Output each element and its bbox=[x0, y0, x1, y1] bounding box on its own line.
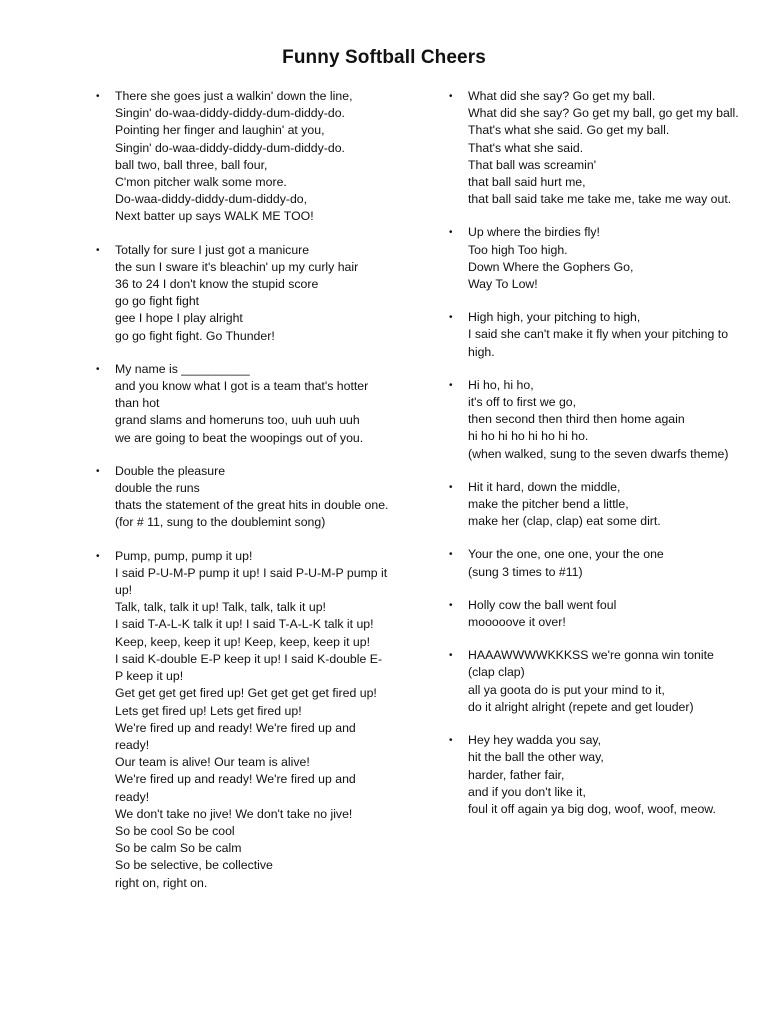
cheer-line: Pump, pump, pump it up! bbox=[115, 548, 253, 563]
cheer-line: My name is __________ bbox=[115, 361, 250, 376]
cheer-line: 36 to 24 I don't know the stupid score bbox=[115, 277, 319, 292]
cheer-line: (for # 11, sung to the doublemint song) bbox=[115, 515, 326, 530]
cheer-line: I said P-U-M-P pump it up! I said P-U-M-P pump it up! bbox=[115, 565, 391, 598]
cheer-line: Holly cow the ball went foul bbox=[468, 597, 617, 612]
cheer-line: Lets get fired up! Lets get fired up! bbox=[115, 703, 302, 718]
cheer-item bbox=[449, 546, 743, 580]
cheer-line: and if you don't like it, bbox=[468, 784, 586, 799]
cheer-line: Down Where the Gophers Go, bbox=[468, 259, 634, 274]
cheer-line: So be calm So be calm bbox=[115, 841, 242, 856]
bullet-icon: • bbox=[449, 599, 453, 611]
cheer-line: C'mon pitcher walk some more. bbox=[115, 175, 287, 190]
cheer-line: grand slams and homeruns too, uuh uuh uuh bbox=[115, 413, 360, 428]
cheer-line: What did she say? Go get my ball. bbox=[468, 89, 656, 103]
cheer-line: gee I hope I play alright bbox=[115, 311, 243, 326]
cheer-line: go go fight fight bbox=[115, 294, 200, 309]
bullet-icon: • bbox=[96, 244, 100, 256]
cheer-line: foul it off again ya big dog, woof, woof, meow. bbox=[468, 801, 716, 816]
cheer-line: We're fired up and ready! We're fired up and ready! bbox=[115, 720, 360, 752]
cheer-line: Pointing her finger and laughin' at you, bbox=[115, 123, 325, 138]
cheer-line: Totally for sure I just got a manicure bbox=[115, 242, 310, 257]
cheer-line: That ball was screamin' bbox=[468, 157, 597, 172]
cheer-line: Hi ho, hi ho, bbox=[468, 377, 534, 392]
cheer-item bbox=[96, 463, 390, 532]
cheer-line: then second then third then home again bbox=[468, 412, 685, 427]
cheer-line: Our team is alive! Our team is alive! bbox=[115, 755, 310, 770]
cheer-line: that ball said take me take me, take me way out. bbox=[468, 192, 732, 207]
cheer-line: thats the statement of the great hits in double one. bbox=[115, 498, 389, 513]
cheer-line: That's what she said. Go get my ball. bbox=[468, 123, 670, 138]
cheer-item bbox=[449, 479, 743, 531]
cheer-line: HAAAWWWWKKKSS we're gonna win tonite (clap clap) bbox=[468, 648, 718, 680]
cheer-line: So be cool So be cool bbox=[115, 823, 235, 838]
right-cheer-column bbox=[449, 88, 743, 834]
cheer-line: do it alright alright (repete and get louder) bbox=[468, 699, 694, 714]
left-cheer-column bbox=[96, 88, 391, 908]
cheer-line: go go fight fight. Go Thunder! bbox=[115, 328, 275, 343]
cheer-line: make her (clap, clap) eat some dirt. bbox=[468, 514, 661, 529]
cheer-line: that ball said hurt me, bbox=[468, 175, 586, 190]
cheer-line: mooooove it over! bbox=[468, 615, 566, 630]
bullet-icon: • bbox=[96, 363, 100, 375]
cheer-line: ball two, ball three, ball four, bbox=[115, 157, 268, 172]
cheer-item bbox=[449, 377, 743, 463]
bullet-icon: • bbox=[449, 91, 453, 102]
cheer-line: Up where the birdies fly! bbox=[468, 225, 600, 240]
cheer-line: Hey hey wadda you say, bbox=[468, 733, 602, 748]
cheer-line: Too high Too high. bbox=[468, 242, 568, 257]
bullet-icon: • bbox=[449, 481, 453, 493]
cheer-line: and you know what I got is a team that's hotter than hot bbox=[115, 379, 372, 411]
cheer-line: hi ho hi ho hi ho hi ho. bbox=[468, 429, 589, 444]
cheer-line: (when walked, sung to the seven dwarfs theme) bbox=[468, 446, 729, 461]
cheer-line: Singin' do-waa-diddy-diddy-dum-diddy-do. bbox=[115, 140, 345, 155]
cheer-item bbox=[96, 88, 390, 226]
cheer-item bbox=[96, 242, 390, 345]
cheer-item bbox=[449, 309, 743, 361]
cheer-line: Hit it hard, down the middle, bbox=[468, 479, 621, 494]
cheer-line: Talk, talk, talk it up! Talk, talk, talk it up! bbox=[115, 600, 326, 615]
bullet-icon: • bbox=[96, 465, 100, 477]
bullet-icon: • bbox=[96, 91, 100, 102]
cheer-line: That's what she said. bbox=[468, 140, 584, 155]
bullet-icon: • bbox=[449, 735, 453, 747]
cheer-line: (sung 3 times to #11) bbox=[468, 564, 583, 579]
cheer-line: Next batter up says WALK ME TOO! bbox=[115, 209, 314, 224]
bullet-icon: • bbox=[449, 650, 453, 662]
bullet-icon: • bbox=[449, 227, 453, 239]
cheer-line: the sun I sware it's bleachin' up my curly hair bbox=[115, 259, 359, 274]
cheer-line: I said K-double E-P keep it up! I said K-double E-P keep it up! bbox=[115, 651, 383, 684]
cheer-item bbox=[449, 647, 743, 716]
cheer-line: make the pitcher bend a little, bbox=[468, 497, 629, 512]
cheer-line: Way To Low! bbox=[468, 277, 538, 292]
cheer-line: Do-waa-diddy-diddy-dum-diddy-do, bbox=[115, 192, 308, 207]
bullet-icon: • bbox=[96, 550, 100, 562]
cheer-line: it's off to first we go, bbox=[468, 395, 577, 410]
cheer-line: I said T-A-L-K talk it up! I said T-A-L-K talk it up! bbox=[115, 617, 374, 632]
cheer-line: There she goes just a walkin' down the line, bbox=[115, 89, 353, 103]
cheer-line: We don't take no jive! We don't take no jive! bbox=[115, 806, 353, 821]
cheer-line: we are going to beat the woopings out of you. bbox=[115, 430, 364, 445]
cheer-line: Keep, keep, keep it up! Keep, keep, keep it up! bbox=[115, 634, 370, 649]
cheer-item bbox=[449, 88, 743, 208]
cheer-line: right on, right on. bbox=[115, 875, 208, 890]
cheer-line: So be selective, be collective bbox=[115, 858, 273, 873]
bullet-icon: • bbox=[449, 549, 453, 561]
cheer-line: What did she say? Go get my ball, go get my ball. bbox=[468, 106, 739, 121]
cheer-line: Singin' do-waa-diddy-diddy-dum-diddy-do. bbox=[115, 106, 345, 121]
cheer-line: all ya goota do is put your mind to it, bbox=[468, 682, 665, 697]
cheer-line: hit the ball the other way, bbox=[468, 750, 604, 765]
cheer-item bbox=[449, 224, 743, 293]
cheer-line: We're fired up and ready! We're fired up and ready! bbox=[115, 772, 360, 804]
cheer-line: Get get get get fired up! Get get get get fired up! bbox=[115, 686, 377, 701]
bullet-icon: • bbox=[449, 379, 453, 391]
cheer-item bbox=[96, 548, 391, 892]
cheer-item bbox=[449, 732, 743, 818]
bullet-icon: • bbox=[449, 312, 453, 324]
cheer-line: Double the pleasure bbox=[115, 463, 226, 478]
document-title: Funny Softball Cheers bbox=[282, 47, 486, 68]
cheer-line: harder, father fair, bbox=[468, 767, 565, 782]
cheer-item bbox=[96, 361, 390, 447]
cheer-line: High high, your pitching to high, bbox=[468, 310, 641, 325]
cheer-item bbox=[449, 597, 743, 631]
cheer-line: double the runs bbox=[115, 481, 200, 496]
cheer-line: Your the one, one one, your the one bbox=[468, 547, 664, 562]
cheer-line: I said she can't make it fly when your pitching to high. bbox=[468, 327, 732, 359]
